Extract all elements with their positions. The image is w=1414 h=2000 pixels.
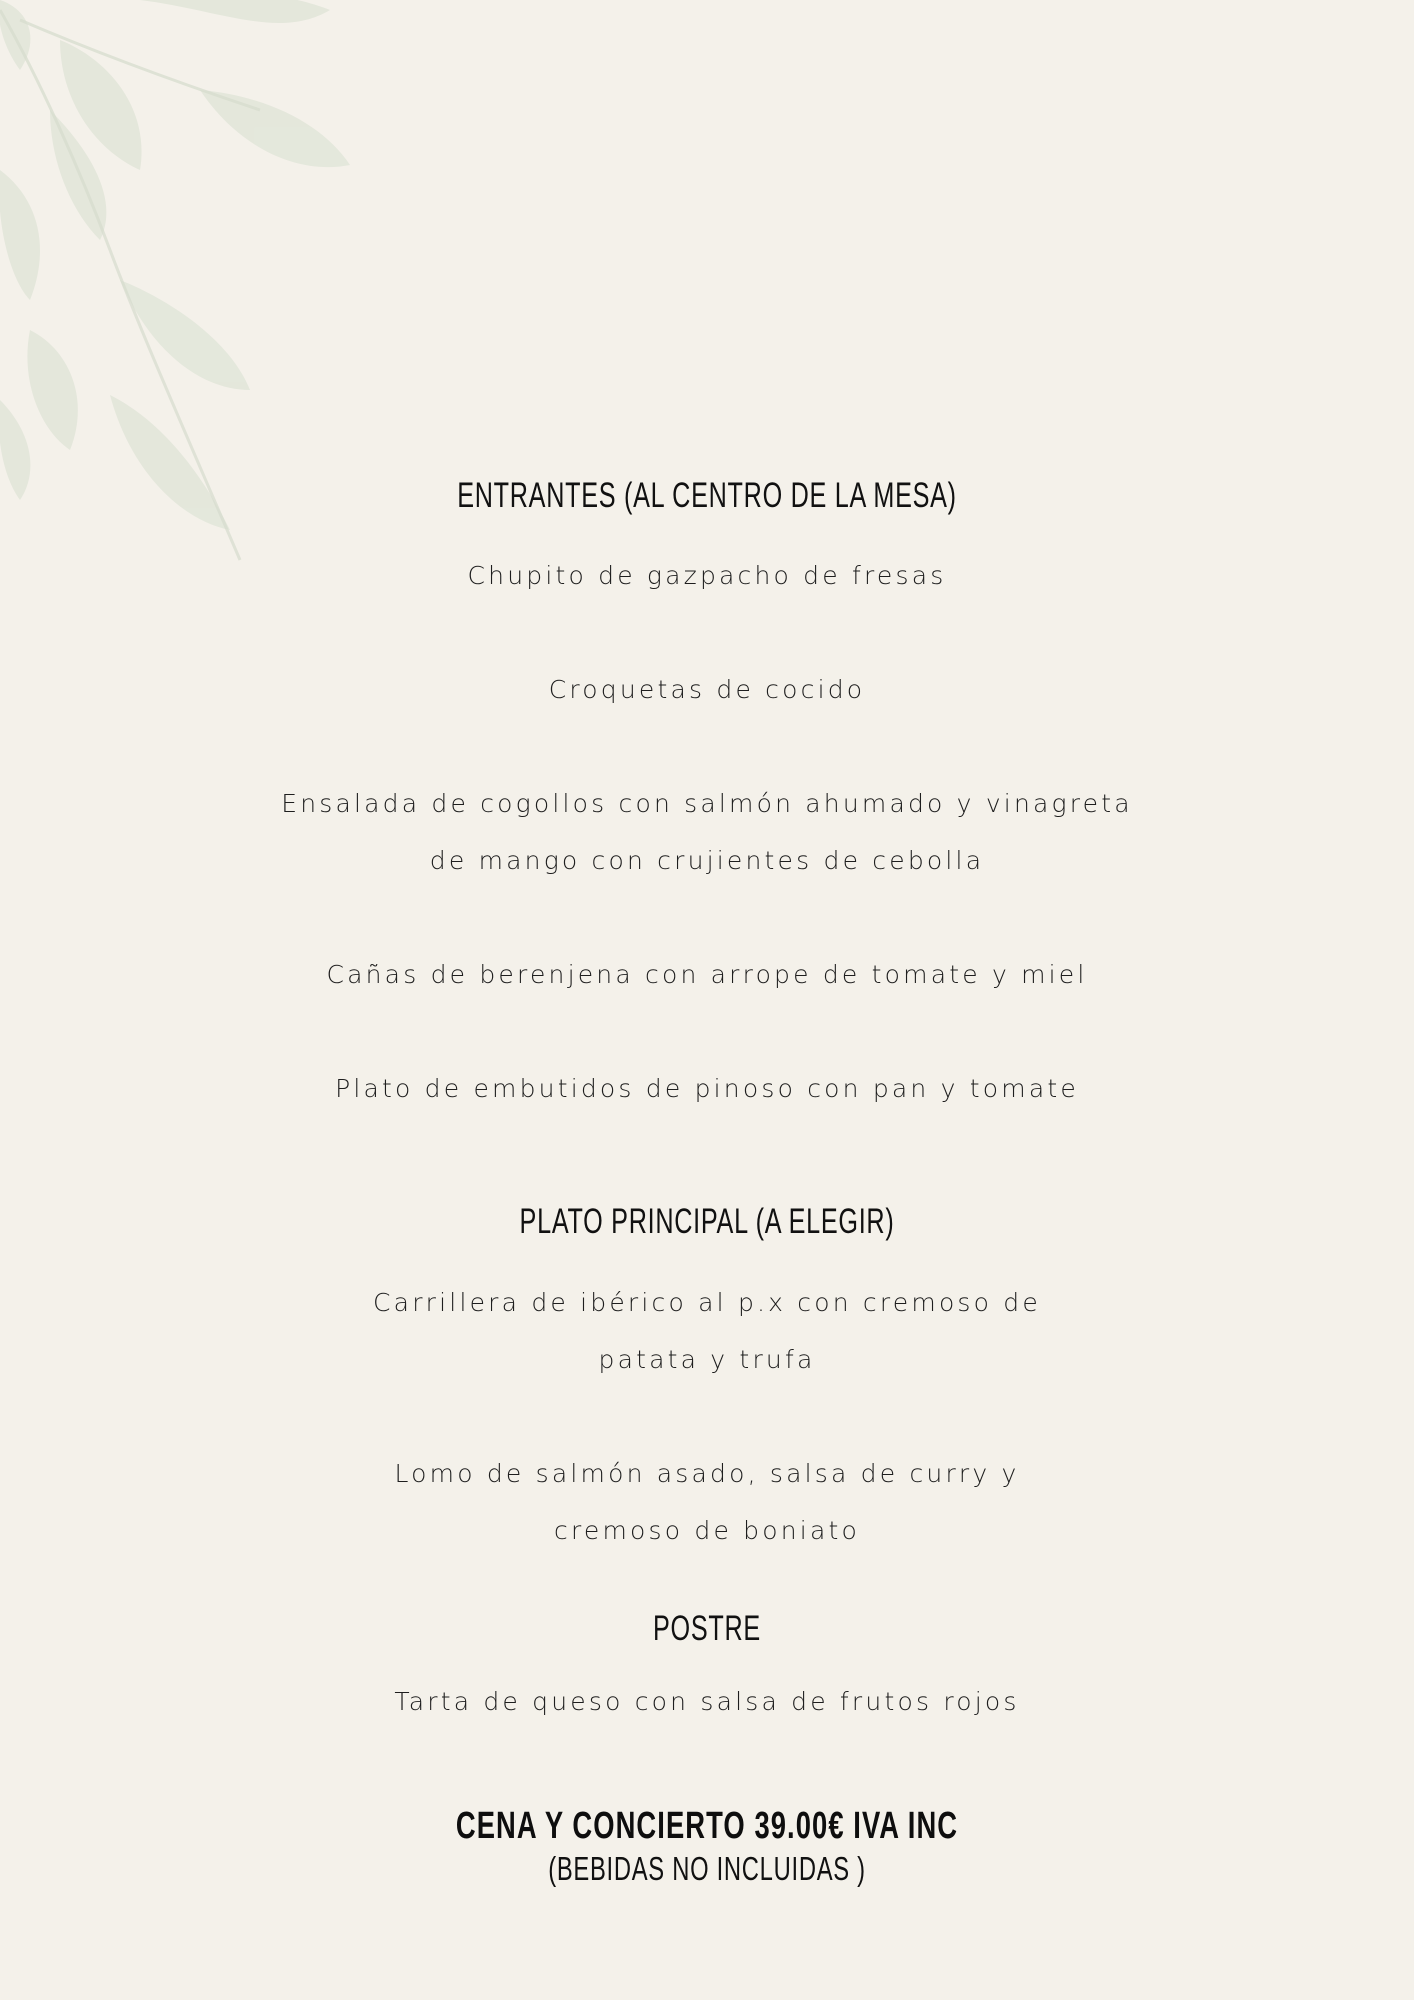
section-title-postre: POSTRE [653,1609,761,1648]
menu-item: Ensalada de cogollos con salmón ahumado y vinagreta de mango con crujientes de cebolla [281,789,1133,875]
menu-item: Chupito de gazpacho de fresas [467,561,947,590]
section-title-principal: PLATO PRINCIPAL (A ELEGIR) [519,1202,895,1241]
section-title-entrantes: ENTRANTES (AL CENTRO DE LA MESA) [457,476,957,515]
menu-item: Carrillera de ibérico al p.x con cremoso de patata y trufa [373,1288,1041,1374]
price-note: (BEBIDAS NO INCLUIDAS ) [548,1850,866,1887]
menu-item: Plato de embutidos de pinoso con pan y tomate [335,1074,1079,1103]
menu-item: Lomo de salmón asado, salsa de curry y cremoso de boniato [394,1459,1020,1545]
menu-item: Tarta de queso con salsa de frutos rojos [394,1687,1020,1716]
menu-item: Croquetas de cocido [548,675,866,704]
price-line: CENA Y CONCIERTO 39.00€ IVA INC [455,1805,959,1847]
menu-item: Cañas de berenjena con arrope de tomate y miel [326,960,1088,989]
